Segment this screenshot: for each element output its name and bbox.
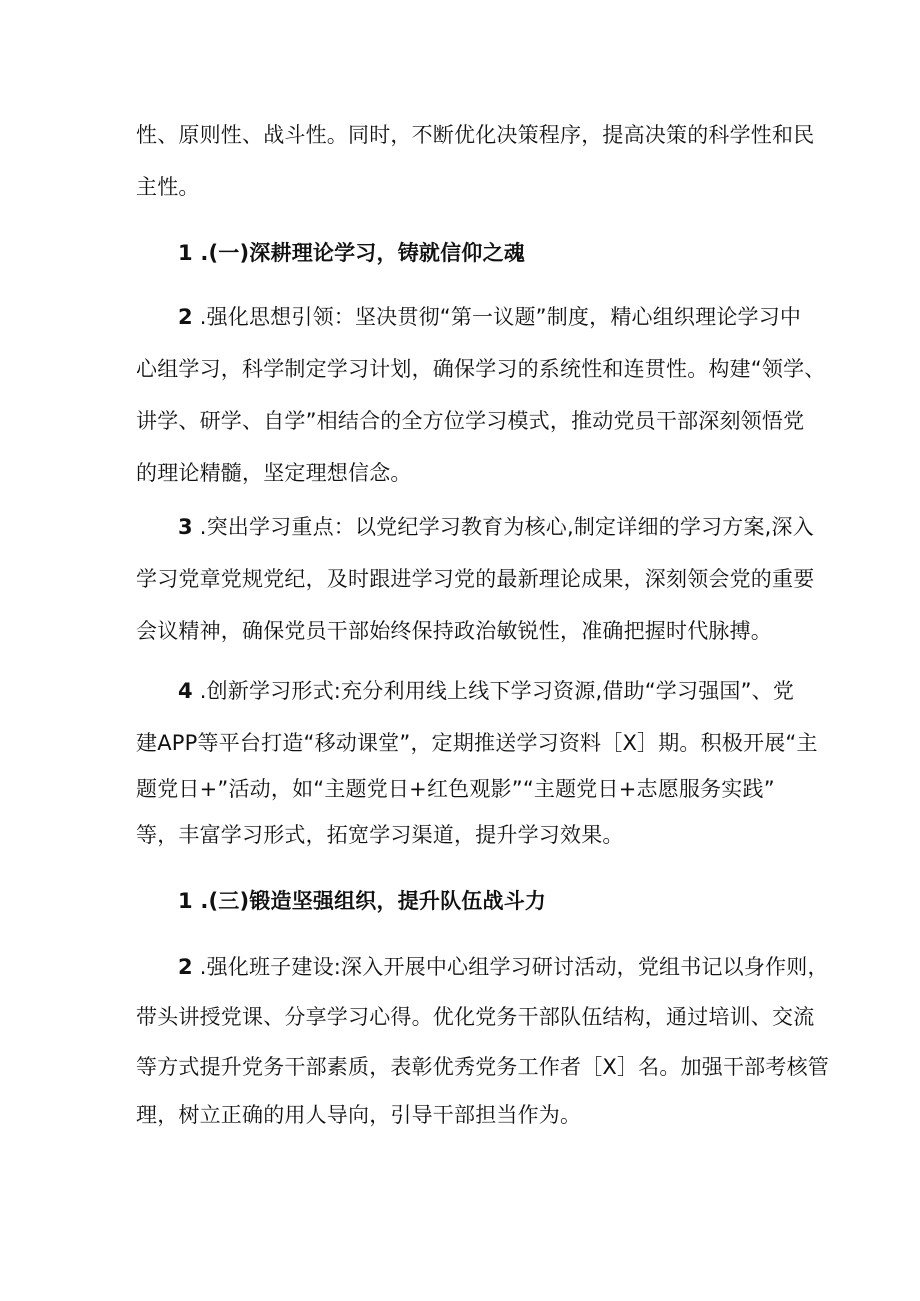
heading-number: 1	[178, 889, 193, 913]
heading-text: .(三)锻造坚强组织，提升队伍战斗力	[200, 889, 547, 913]
item-text: .创新学习形式:充分利用线上线下学习资源,借助“学习强国”、党	[199, 679, 795, 703]
list-item-line	[178, 302, 801, 332]
item-text: .强化思想引领：坚决贯彻“第一议题”制度，精心组织理论学习中	[199, 305, 802, 329]
paragraph-line: 带头讲授党课、分享学习心得。优化党务干部队伍结构，通过培训、交流	[136, 1005, 815, 1029]
item-number: 2	[178, 955, 193, 979]
paragraph-line: 主性。	[136, 175, 200, 199]
heading-number: 1	[178, 241, 193, 265]
item-text: .突出学习重点：以党纪学习教育为核心,制定详细的学习方案,深入	[199, 515, 814, 539]
item-number: 2	[178, 305, 193, 329]
list-item-line	[178, 952, 829, 982]
paragraph-line: 会议精神，确保党员干部始终保持政治敏锐性，准确把握时代脉搏。	[136, 619, 772, 643]
list-item-line	[178, 676, 794, 706]
heading-text: .(一)深耕理论学习，铸就信仰之魂	[200, 241, 525, 265]
item-number: 4	[178, 679, 193, 703]
paragraph-line: 讲学、研学、自学”相结合的全方位学习模式，推动党员干部深刻领悟党	[136, 409, 805, 433]
paragraph-line: 性、原则性、战斗性。同时，不断优化决策程序，提高决策的科学性和民	[136, 123, 815, 147]
paragraph-line: 理，树立正确的用人导向，引导干部担当作为。	[136, 1103, 582, 1127]
paragraph-line: 学习党章党规党纪，及时跟进学习党的最新理论成果，深刻领会党的重要	[136, 567, 815, 591]
paragraph-line: 的理论精髓，坚定理想信念。	[136, 461, 412, 485]
paragraph-line: 等方式提升党务干部素质，表彰优秀党务工作者［X］名。加强干部考核管	[136, 1055, 829, 1079]
paragraph-line: 建APP等平台打造“移动课堂”，定期推送学习资料［X］期。积极开展“主	[136, 731, 818, 755]
paragraph-line: 等，丰富学习形式，拓宽学习渠道，提升学习效果。	[136, 823, 624, 847]
item-text: .强化班子建设:深入开展中心组学习研讨活动，党组书记以身作则，	[199, 955, 829, 979]
section-heading	[178, 238, 525, 268]
list-item-line	[178, 512, 814, 542]
paragraph-line: 心组学习，科学制定学习计划，确保学习的系统性和连贯性。构建“领学、	[136, 357, 826, 381]
item-number: 3	[178, 515, 193, 539]
section-heading	[178, 886, 546, 916]
paragraph-line: 题党日+”活动，如“主题党日+红色观影”“主题党日+志愿服务实践”	[136, 777, 775, 801]
